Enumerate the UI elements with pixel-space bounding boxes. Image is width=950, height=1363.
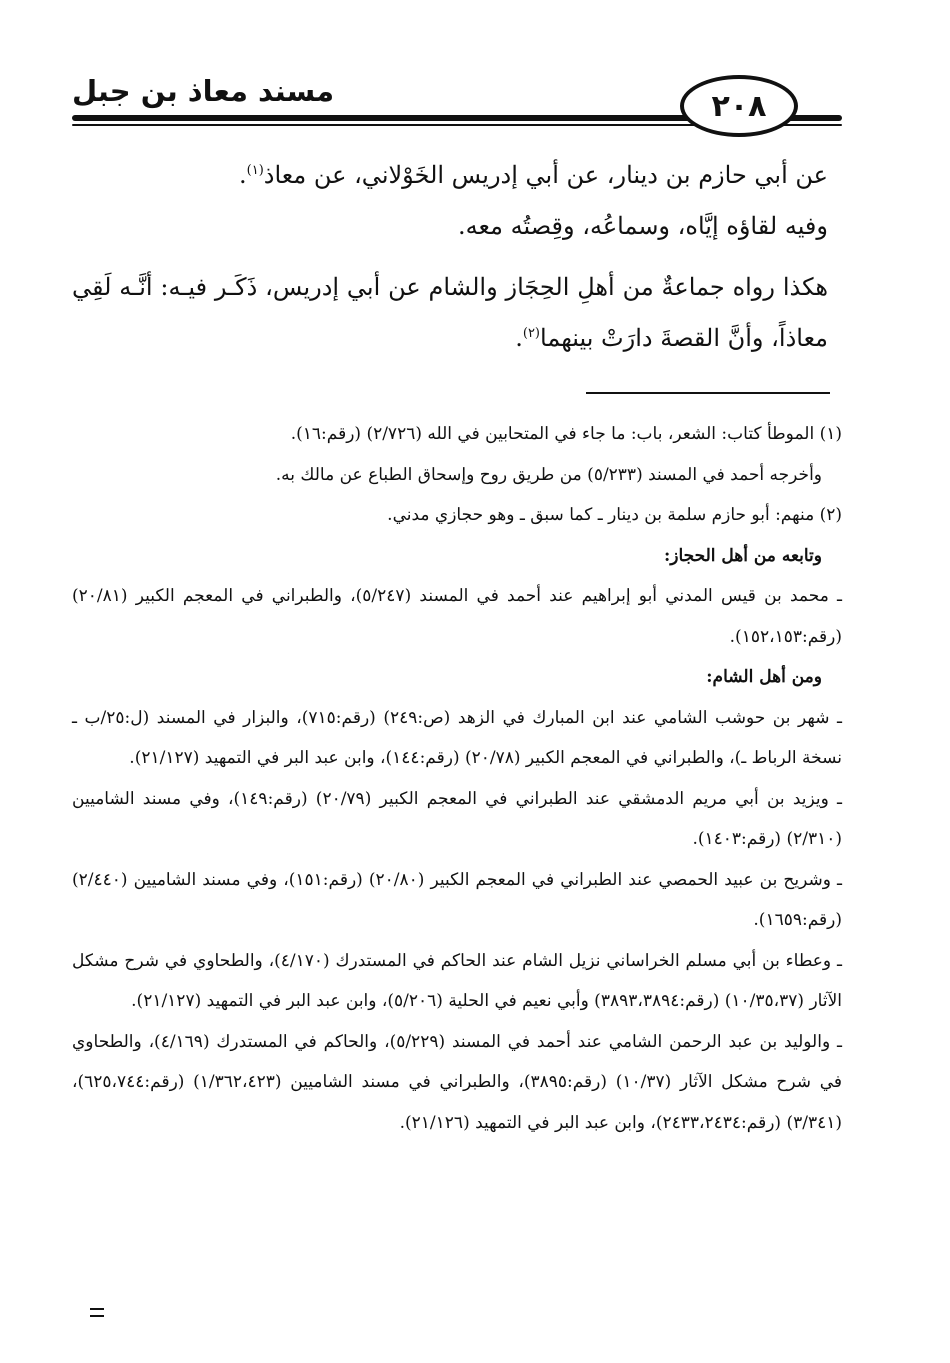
footnote-entry: ـ وشريح بن عبيد الحمصي عند الطبراني في المعجم الكبير (٢٠/٨٠) (رقم:١٥١)، وفي مسند الشاميين (٢/٤٤٠) (رقم:١٦٥٩). — [72, 869, 842, 930]
paragraph-end: . — [239, 161, 247, 189]
footnote-subheading: وتابعه من أهل الحجاز: — [663, 545, 822, 566]
footnote-ref: (١) — [246, 163, 264, 178]
page-number: ٢٠٨ — [711, 88, 767, 124]
footnote-separator — [586, 392, 830, 394]
page-end-mark — [90, 1308, 104, 1317]
page-number-frame — [680, 75, 798, 137]
paragraph — [72, 262, 828, 364]
footnote-entry: ـ والوليد بن عبد الرحمن الشامي عند أحمد في المسند (٥/٢٢٩)، والحاكم في المستدرك (٤/١٦٩)، والطحاوي في شرح مشكل الآثار (١٠/٣٧) (رقم:٣٨٩٥)، والطبراني في مسند الشاميين (١/٣٦٢،٤٢٣) (رقم:٦٢٥،٧٤٤)، (٣/٣٤١) (رقم:٢٤٣٣،٢٤٣٤)، وابن عبد البر في التمهيد (٢١/١٢٦). — [72, 1031, 843, 1133]
running-header-title: مسند معاذ بن جبل — [72, 74, 335, 108]
footnote-entry: ـ وعطاء بن أبي مسلم الخراساني نزيل الشام عند الحاكم في المستدرك (٤/١٧٠)، والطحاوي في شرح مشكل الآثار (١٠/٣٥،٣٧) (رقم:٣٨٩٣،٣٨٩٤) وأبي نعيم في الحلية (٥/٢٠٦)، وابن عبد البر في التمهيد (٢١/١٢٧). — [72, 950, 842, 1011]
footnote-entry: ـ محمد بن قيس المدني أبو إبراهيم عند أحمد في المسند (٥/٢٤٧)، والطبراني في المعجم الكبير (٢٠/٨١) (رقم:١٥٢،١٥٣). — [72, 586, 842, 647]
footnotes — [72, 414, 842, 1143]
main-text — [72, 150, 828, 364]
paragraph-end: . — [515, 324, 523, 352]
paragraph — [72, 150, 828, 201]
footnote-subheading: ومن أهل الشام: — [706, 667, 822, 687]
paragraph: وفيه لقاؤه إيَّاه، وسماعُه، وقِصتُه معه. — [458, 212, 828, 240]
footnote-entry: ـ ويزيد بن أبي مريم الدمشقي عند الطبراني في المعجم الكبير (٢٠/٧٩) (رقم:١٤٩)، وفي مسند الشاميين (٢/٣١٠) (رقم:١٤٠٣). — [72, 788, 843, 849]
footnote: (٢) منهم: أبو حازم سلمة بن دينار ـ كما سبق ـ وهو حجازي مدني. — [387, 505, 842, 525]
footnote-ref: (٢) — [522, 326, 540, 341]
paragraph-text: عن أبي حازم بن دينار، عن أبي إدريس الخَوْلاني، عن معاذ — [263, 161, 828, 189]
footnote-continuation: وأخرجه أحمد في المسند (٥/٢٣٣) من طريق روح وإسحاق الطباع عن مالك به. — [275, 464, 822, 485]
paragraph-text: هكذا رواه جماعةٌ من أهلِ الحِجَاز والشام عن أبي إدريس، ذَكَـر فيـه: أنَّـه لَقِي معاذاً، وأنَّ القصةَ دارَتْ بينهما — [72, 273, 828, 352]
footnote: (١) الموطأ كتاب: الشعر، باب: ما جاء في المتحابين في الله (٢/٧٢٦) (رقم:١٦). — [290, 424, 842, 444]
footnote-entry: ـ شهر بن حوشب الشامي عند ابن المبارك في الزهد (ص:٢٤٩) (رقم:٧١٥)، والبزار في المسند (ل:٢٥/ب ـ نسخة الرباط ـ)، والطبراني في المعجم الكبير (٢٠/٧٨) (رقم:١٤٤)، وابن عبد البر في التمهيد (٢١/١٢٧). — [72, 707, 843, 768]
